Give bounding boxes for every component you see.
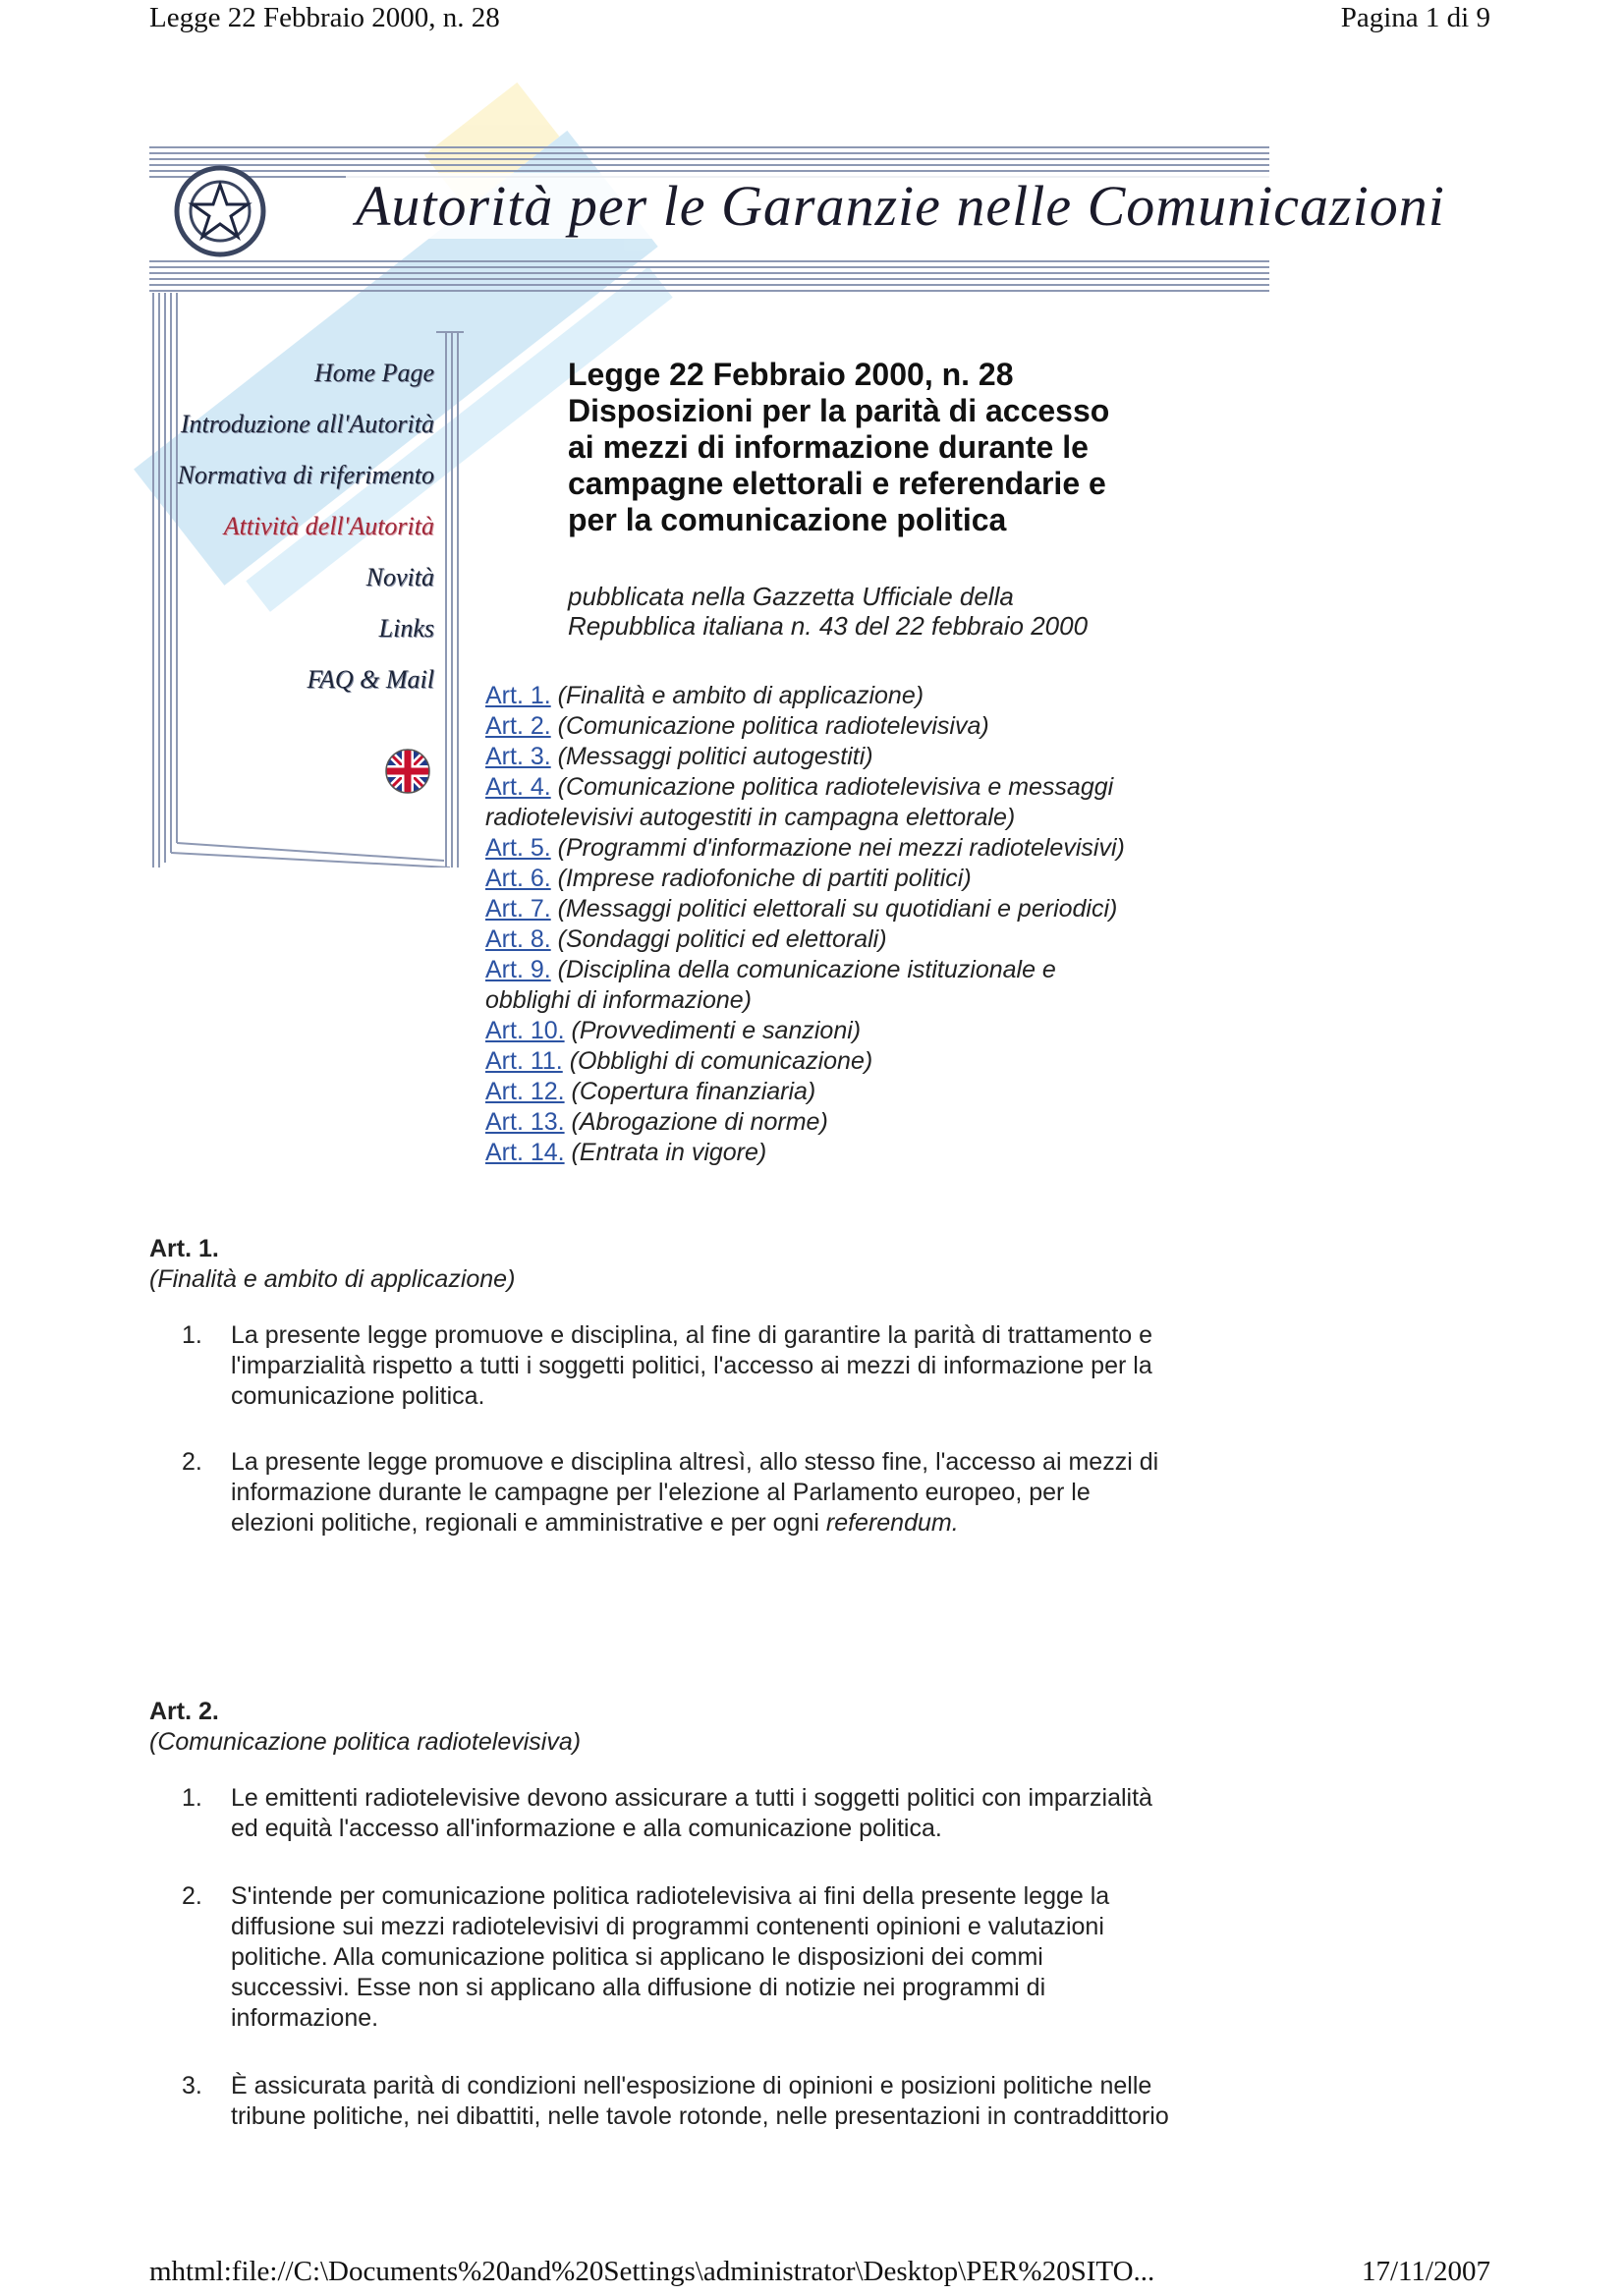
title-line: Disposizioni per la parità di accesso <box>568 393 1110 428</box>
banner-title: Autorità per le Garanzie nelle Comunicazioni <box>346 173 1455 239</box>
toc-item <box>485 924 1232 955</box>
paragraph-number: 1. <box>182 1784 202 1812</box>
paragraph-line: S'intende per comunicazione politica radiotelevisiva ai fini della presente legge la <box>231 1882 1110 1910</box>
paragraph-line: successivi. Esse non si applicano alla diffusione di notizie nei programmi di <box>231 1974 1046 2001</box>
title-line: ai mezzi di informazione durante le <box>568 429 1089 465</box>
paragraph-line: La presente legge promuove e disciplina, al fine di garantire la parità di trattamento e <box>231 1321 1153 1349</box>
toc-desc: (Finalità e ambito di applicazione) <box>550 682 924 709</box>
toc-link-art-13[interactable]: Art. 13. <box>485 1108 565 1136</box>
toc-desc: (Comunicazione politica radiotelevisiva e messaggi <box>550 773 1114 801</box>
toc-desc: (Copertura finanziaria) <box>564 1078 816 1105</box>
toc-desc: (Provvedimenti e sanzioni) <box>564 1017 862 1044</box>
toc-item <box>485 1107 1232 1138</box>
title-line: per la comunicazione politica <box>568 502 1007 537</box>
nav-links[interactable]: Links <box>378 614 434 643</box>
toc-item <box>485 1016 1232 1046</box>
toc-item <box>485 711 1232 742</box>
print-header-page: Pagina 1 di 9 <box>1340 2 1490 33</box>
toc-item <box>485 772 1232 833</box>
site-nav <box>149 354 434 711</box>
nav-attivita[interactable]: Attività dell'Autorità <box>223 512 434 540</box>
paragraph-text: elezioni politiche, regionali e amministrative e per ogni <box>231 1509 826 1537</box>
article-subtitle: (Comunicazione politica radiotelevisiva) <box>149 1728 582 1756</box>
publication-line: pubblicata nella Gazzetta Ufficiale della <box>568 582 1014 611</box>
print-header <box>149 2 1490 37</box>
toc-item <box>485 864 1232 894</box>
title-line: campagne elettorali e referendarie e <box>568 466 1106 501</box>
toc-item <box>485 894 1232 924</box>
paragraph <box>149 1447 1318 1539</box>
toc-link-art-2[interactable]: Art. 2. <box>485 712 551 740</box>
paragraph-line: tribune politiche, nei dibattiti, nelle tavole rotonde, nelle presentazioni in contraddittorio <box>231 2102 1169 2130</box>
nav-introduzione[interactable]: Introduzione all'Autorità <box>180 410 434 438</box>
paragraph-number: 2. <box>182 1448 202 1476</box>
toc-link-art-7[interactable]: Art. 7. <box>485 895 551 923</box>
toc-item <box>485 1138 1232 1168</box>
paragraph-line: informazione. <box>231 2004 379 2032</box>
paragraph-line: Le emittenti radiotelevisive devono assicurare a tutti i soggetti politici con imparzialità <box>231 1784 1152 1812</box>
toc-desc: (Comunicazione politica radiotelevisiva) <box>550 712 989 740</box>
toc-link-art-8[interactable]: Art. 8. <box>485 925 551 953</box>
toc-link-art-10[interactable]: Art. 10. <box>485 1017 565 1044</box>
title-line: Legge 22 Febbraio 2000, n. 28 <box>568 357 1014 392</box>
article-2 <box>149 1697 1318 2163</box>
toc-link-art-11[interactable]: Art. 11. <box>485 1047 563 1075</box>
article-heading: Art. 1. <box>149 1235 219 1262</box>
toc-desc: (Entrata in vigore) <box>564 1139 767 1166</box>
paragraph-line: l'imparzialità rispetto a tutti i soggetti politici, l'accesso ai mezzi di informazione per la <box>231 1352 1152 1379</box>
toc-desc: (Imprese radiofoniche di partiti politici) <box>550 865 972 892</box>
english-flag-icon[interactable] <box>385 749 430 794</box>
paragraph-line <box>231 1508 1318 1539</box>
toc-link-art-4[interactable]: Art. 4. <box>485 773 551 801</box>
toc-item <box>485 1077 1232 1107</box>
paragraph-line: politiche. Alla comunicazione politica si applicano le disposizioni dei commi <box>231 1943 1043 1971</box>
republic-emblem-icon <box>169 157 271 265</box>
nav-novita[interactable]: Novità <box>365 563 434 591</box>
paragraph <box>149 1783 1318 1844</box>
toc-desc: (Abrogazione di norme) <box>564 1108 828 1136</box>
toc-link-art-6[interactable]: Art. 6. <box>485 865 551 892</box>
toc-item <box>485 955 1232 1016</box>
toc-item <box>485 1046 1232 1077</box>
paragraph-list <box>149 1783 1318 2132</box>
paragraph-line: informazione durante le campagne per l'elezione al Parlamento europeo, per le <box>231 1479 1091 1506</box>
toc-link-art-9[interactable]: Art. 9. <box>485 956 551 983</box>
paragraph-number: 3. <box>182 2072 202 2099</box>
paragraph-line: La presente legge promuove e disciplina altresì, allo stesso fine, l'accesso ai mezzi di <box>231 1448 1159 1476</box>
print-footer <box>149 2256 1490 2291</box>
paragraph <box>149 1881 1318 2034</box>
toc-link-art-5[interactable]: Art. 5. <box>485 834 551 862</box>
toc-desc: (Programmi d'informazione nei mezzi radiotelevisivi) <box>550 834 1125 862</box>
nav-home-page[interactable]: Home Page <box>313 359 434 387</box>
table-of-contents <box>485 681 1232 1168</box>
paragraph <box>149 1320 1318 1412</box>
paragraph-line: ed equità l'accesso all'informazione e alla comunicazione politica. <box>231 1815 942 1842</box>
paragraph-line: diffusione sui mezzi radiotelevisivi di programmi contenenti opinioni e valutazioni <box>231 1913 1104 1940</box>
document-title <box>568 357 1109 538</box>
toc-desc: (Disciplina della comunicazione istituzionale e <box>550 956 1056 983</box>
paragraph-line: comunicazione politica. <box>231 1382 485 1410</box>
toc-item <box>485 681 1232 711</box>
toc-link-art-3[interactable]: Art. 3. <box>485 743 551 770</box>
paragraph-line: È assicurata parità di condizioni nell'esposizione di opinioni e posizioni politiche nelle <box>231 2072 1152 2099</box>
referendum-term: referendum. <box>825 1509 959 1537</box>
article-subtitle: (Finalità e ambito di applicazione) <box>149 1265 516 1293</box>
toc-link-art-14[interactable]: Art. 14. <box>485 1139 565 1166</box>
toc-link-art-12[interactable]: Art. 12. <box>485 1078 565 1105</box>
site-banner <box>149 145 1445 293</box>
nav-normativa[interactable]: Normativa di riferimento <box>177 461 434 489</box>
toc-item <box>485 833 1232 864</box>
print-header-title: Legge 22 Febbraio 2000, n. 28 <box>149 2 500 33</box>
print-footer-path: mhtml:file://C:\Documents%20and%20Settings\administrator\Desktop\PER%20SITO... <box>149 2256 1155 2287</box>
toc-link-art-1[interactable]: Art. 1. <box>485 682 551 709</box>
toc-desc-cont: obblighi di informazione) <box>485 986 752 1014</box>
toc-desc: (Messaggi politici elettorali su quotidiani e periodici) <box>550 895 1118 923</box>
article-1 <box>149 1234 1318 1570</box>
toc-desc: (Obblighi di comunicazione) <box>562 1047 873 1075</box>
toc-desc: (Messaggi politici autogestiti) <box>550 743 873 770</box>
publication-note <box>568 582 1088 641</box>
toc-desc-cont: radiotelevisivi autogestiti in campagna elettorale) <box>485 804 1016 831</box>
paragraph-number: 1. <box>182 1321 202 1349</box>
nav-faq-mail[interactable]: FAQ & Mail <box>307 665 434 694</box>
toc-item <box>485 742 1232 772</box>
paragraph-list <box>149 1320 1318 1539</box>
paragraph-number: 2. <box>182 1882 202 1910</box>
article-heading: Art. 2. <box>149 1698 219 1725</box>
publication-line: Repubblica italiana n. 43 del 22 febbraio 2000 <box>568 611 1089 641</box>
print-footer-date: 17/11/2007 <box>1361 2256 1490 2287</box>
paragraph <box>149 2071 1318 2132</box>
toc-desc: (Sondaggi politici ed elettorali) <box>550 925 887 953</box>
